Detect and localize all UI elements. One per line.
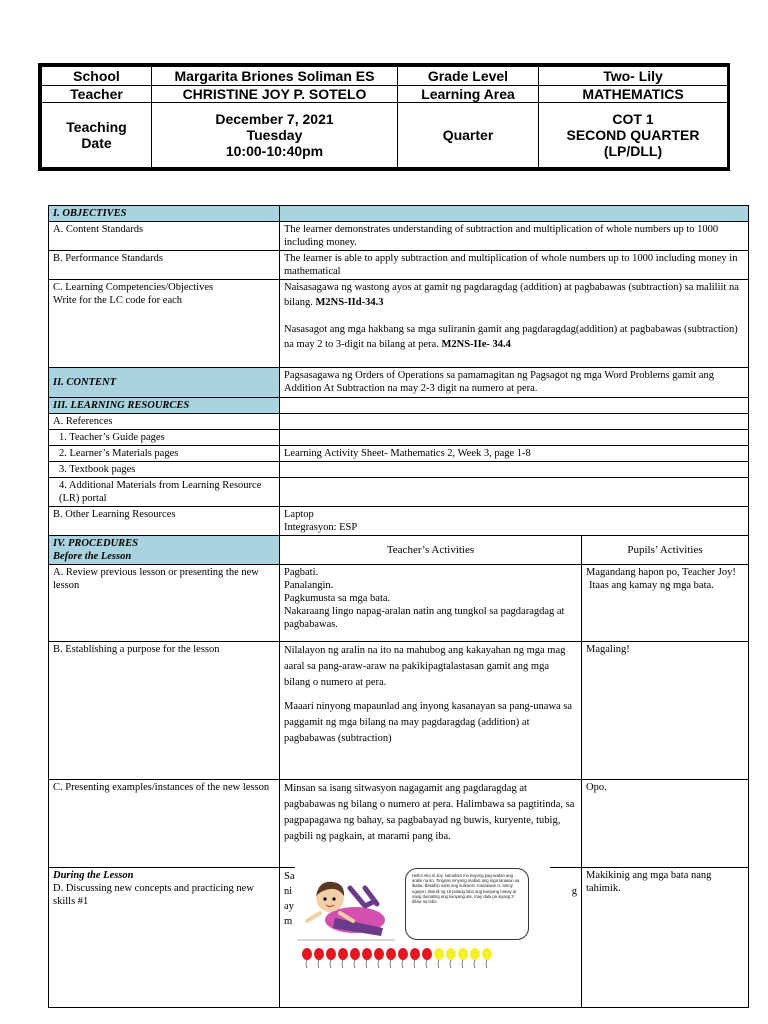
references-label: A. References <box>49 414 280 430</box>
teachers-guide-label: 1. Teacher’s Guide pages <box>49 430 280 446</box>
textbook-label: 3. Textbook pages <box>49 462 280 478</box>
procedures-title: IV. PROCEDURES Before the Lesson <box>49 536 280 565</box>
other-resources-value: Laptop Integrasyon: ESP <box>280 507 749 536</box>
content-title: II. CONTENT <box>49 368 280 398</box>
examples-label: C. Presenting examples/instances of the new lesson <box>49 780 280 868</box>
area-label: Learning Area <box>398 86 539 103</box>
learners-materials-label: 2. Learner’s Materials pages <box>49 446 280 462</box>
examples-pupil: Opo. <box>582 780 749 868</box>
girl-icon <box>297 882 395 940</box>
grade-value: Two- Lily <box>539 67 728 86</box>
examples-teacher: Minsan sa isang sitwasyon nagagamit ang pagdaragdag at pagbabawas ng bilang o numero at pera. Halimbawa sa pagtitinda, sa pagpapagawa ng bahay, sa pagbabayad ng buwis, kuryente, tubig, pagbili ng pagkain, at marami pang iba. <box>280 780 582 868</box>
discussing-label: During the Lesson D. Discussing new concepts and practicing new skills #1 <box>49 868 280 1008</box>
balloons-row <box>302 948 492 968</box>
teacher-label: Teacher <box>42 86 152 103</box>
review-teacher: Pagbati. Panalangin. Pagkumusta sa mga bata. Nakaraang lingo napag-aralan natin ang tungkol sa pagdaragdag at pagbabawas. <box>280 565 582 642</box>
header-table <box>38 63 730 171</box>
other-resources-label: B. Other Learning Resources <box>49 507 280 536</box>
discussing-teacher: Sa ni ay m g <box>280 868 582 1008</box>
date-value: December 7, 2021 Tuesday 10:00-10:40pm <box>152 103 398 168</box>
teacher-activities-header: Teacher’s Activities <box>280 536 582 565</box>
purpose-label: B. Establishing a purpose for the lesson <box>49 642 280 780</box>
resources-title: III. LEARNING RESOURCES <box>49 398 280 414</box>
pupil-activities-header: Pupils’ Activities <box>582 536 749 565</box>
grade-label: Grade Level <box>398 67 539 86</box>
objectives-title: I. OBJECTIVES <box>49 206 280 222</box>
speech-bubble <box>405 868 529 940</box>
additional-materials-label: 4. Additional Materials from Learning Resource (LR) portal <box>49 478 280 507</box>
lc-code-1: M2NS-IId-34.3 <box>315 296 384 308</box>
content-standards-label: A. Content Standards <box>49 222 280 251</box>
school-label: School <box>42 67 152 86</box>
area-value: MATHEMATICS <box>539 86 728 103</box>
school-value: Margarita Briones Soliman ES <box>152 67 398 86</box>
date-label: Teaching Date <box>42 103 152 168</box>
learners-materials-value: Learning Activity Sheet- Mathematics 2, Week 3, page 1-8 <box>280 446 749 462</box>
speech-bubble-text: Hello! Ako si Joy, samahan mo kayong pag-aralan ang aralin na ito. Tingnan ninyong mabuti ang mga larawan sa ibaba. Basahin natin ang suliranin. Kaarawan ni Jonny ngayon. Bumili ng 10 pulang lobo ang kanyang nanay at nang dumating ang kanyang ate, may dala pa siyang 3 dilaw na lobo. <box>412 873 520 905</box>
discussing-pupil: Makikinig ang mga bata nang tahimik. <box>582 868 749 1008</box>
lesson-illustration <box>295 858 550 976</box>
review-pupil: Magandang hapon po, Teacher Joy! Itaas ang kamay ng mga bata. <box>582 565 749 642</box>
teacher-value: CHRISTINE JOY P. SOTELO <box>152 86 398 103</box>
lc-code-2: M2NS-IIe- 34.4 <box>441 338 511 350</box>
purpose-pupil: Magaling! <box>582 642 749 780</box>
quarter-label: Quarter <box>398 103 539 168</box>
competencies-value: Naisasagawa ng wastong ayos at gamit ng pagdaragdag (addition) at pagbabawas (subtraction) sa maliliit na bilang. M2NS-IId-34.3 Nasasagot ang mga hakbang sa mga suliranin gamit ang pagdaragdag(addition) at pagbabawas (subtraction) na may 2 to 3-digit na bilang at pera. M2NS-IIe- 34.4 <box>280 280 749 368</box>
review-label: A. Review previous lesson or presenting the new lesson <box>49 565 280 642</box>
quarter-value: COT 1 SECOND QUARTER (LP/DLL) <box>539 103 728 168</box>
content-standards-value: The learner demonstrates understanding of subtraction and multiplication of whole numbers up to 1000 including money. <box>280 222 749 251</box>
content-value: Pagsasagawa ng Orders of Operations sa pamamagitan ng Pagsagot ng mga Word Problems gamit ang Addition At Subtraction na may 2-3 digit na numero at pera. <box>280 368 749 398</box>
competencies-label: C. Learning Competencies/Objectives Write for the LC code for each <box>49 280 280 368</box>
purpose-teacher: Nilalayon ng aralin na ito na mahubog ang kakayahan ng mga mag aaral sa pang-araw-araw na pakikipagtalastasan gamit ang mga bilang o numero at pera. Maaari ninyong mapaunlad ang inyong kasanayan sa pang-unawa sa paggamit ng mga bilang na may pagdaragdag (addition) at pagbabawas (subtraction) <box>280 642 582 780</box>
performance-standards-value: The learner is able to apply subtraction and multiplication of whole numbers up to 1000 including money in mathematical <box>280 251 749 280</box>
performance-standards-label: B. Performance Standards <box>49 251 280 280</box>
